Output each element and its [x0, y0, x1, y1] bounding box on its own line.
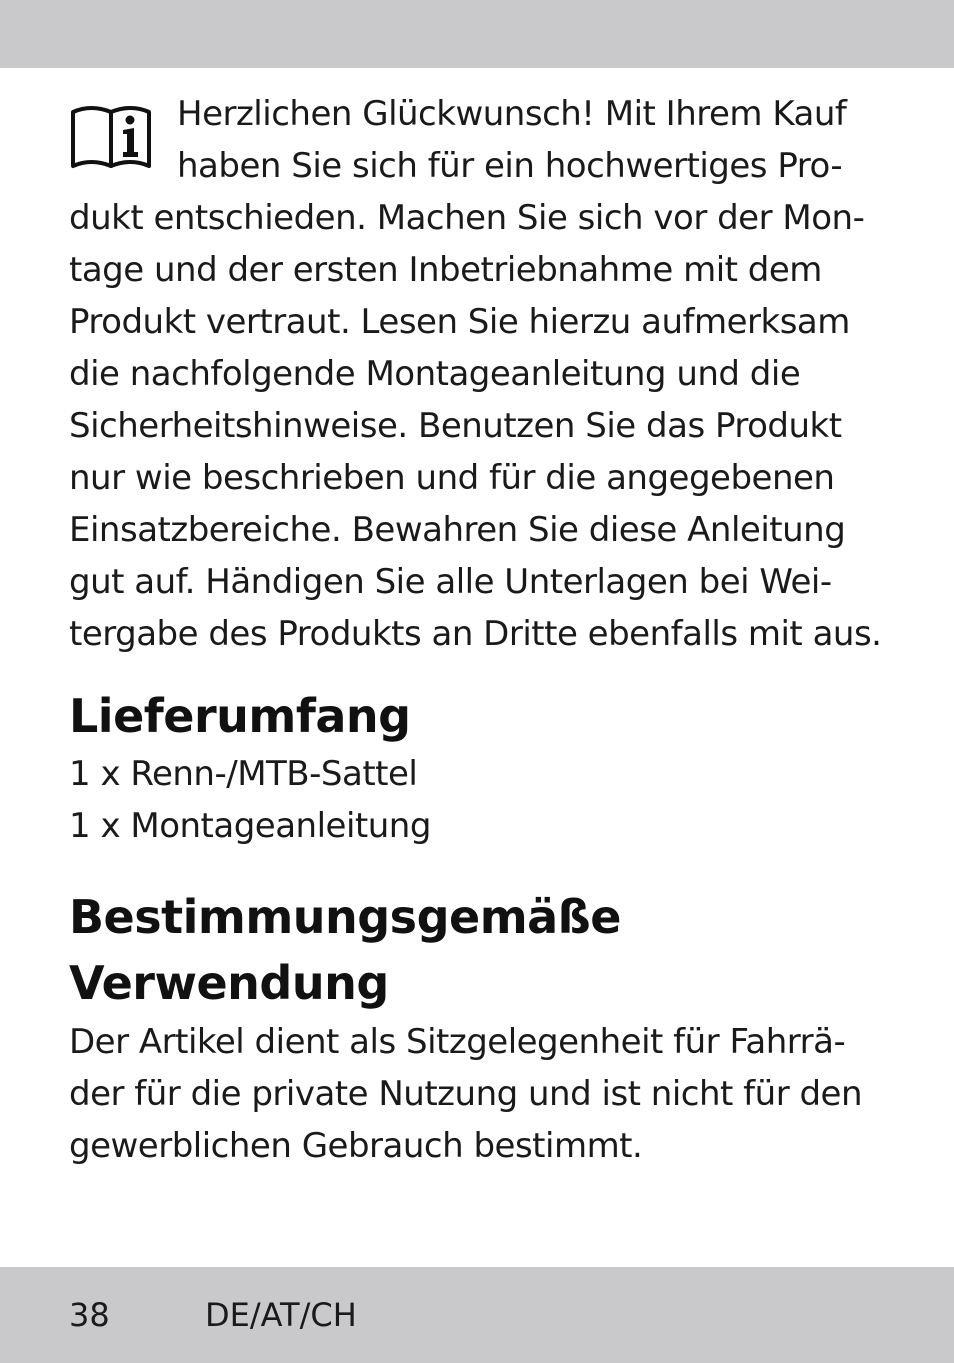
usage-heading-line: Bestimmungsgemäße — [69, 890, 621, 944]
intro-line: gut auf. Händigen Sie alle Unterlagen bei Wei- — [69, 562, 832, 602]
list-item: 1 x Montageanleitung — [69, 806, 431, 846]
usage-line: gewerblichen Gebrauch bestimmt. — [69, 1126, 643, 1166]
intro-line: Einsatzbereiche. Bewahren Sie diese Anleitung — [69, 510, 846, 550]
top-bar — [0, 0, 954, 68]
intro-paragraph — [69, 88, 889, 660]
info-book-icon — [69, 96, 153, 170]
page-content — [69, 88, 889, 1172]
region-label: DE/AT/CH — [205, 1296, 357, 1334]
intro-line: die nachfolgende Montageanleitung und die — [69, 354, 801, 394]
intro-line: tergabe des Produkts an Dritte ebenfalls mit aus. — [69, 614, 882, 654]
intro-line: nur wie beschrieben und für die angegebenen — [69, 458, 835, 498]
scope-list — [69, 748, 889, 852]
usage-line: der für die private Nutzung und ist nicht für den — [69, 1074, 863, 1114]
list-item: 1 x Renn-/MTB-Sattel — [69, 754, 418, 794]
scope-heading: Lieferumfang — [69, 689, 411, 743]
intro-line: Herzlichen Glückwunsch! Mit Ihrem Kauf — [177, 94, 847, 134]
page-number: 38 — [69, 1296, 110, 1334]
usage-paragraph — [69, 1016, 889, 1172]
intro-line: Produkt vertraut. Lesen Sie hierzu aufmerksam — [69, 302, 850, 342]
page-footer — [69, 1293, 357, 1337]
intro-line: dukt entschieden. Machen Sie sich vor der Mon- — [69, 198, 865, 238]
intro-line: Sicherheitshinweise. Benutzen Sie das Produkt — [69, 406, 842, 446]
usage-heading — [69, 884, 889, 1016]
intro-line: haben Sie sich für ein hochwertiges Pro- — [177, 146, 843, 186]
usage-heading-line: Verwendung — [69, 956, 389, 1010]
usage-line: Der Artikel dient als Sitzgelegenheit für Fahrrä- — [69, 1022, 846, 1062]
intro-line: tage und der ersten Inbetriebnahme mit dem — [69, 250, 822, 290]
